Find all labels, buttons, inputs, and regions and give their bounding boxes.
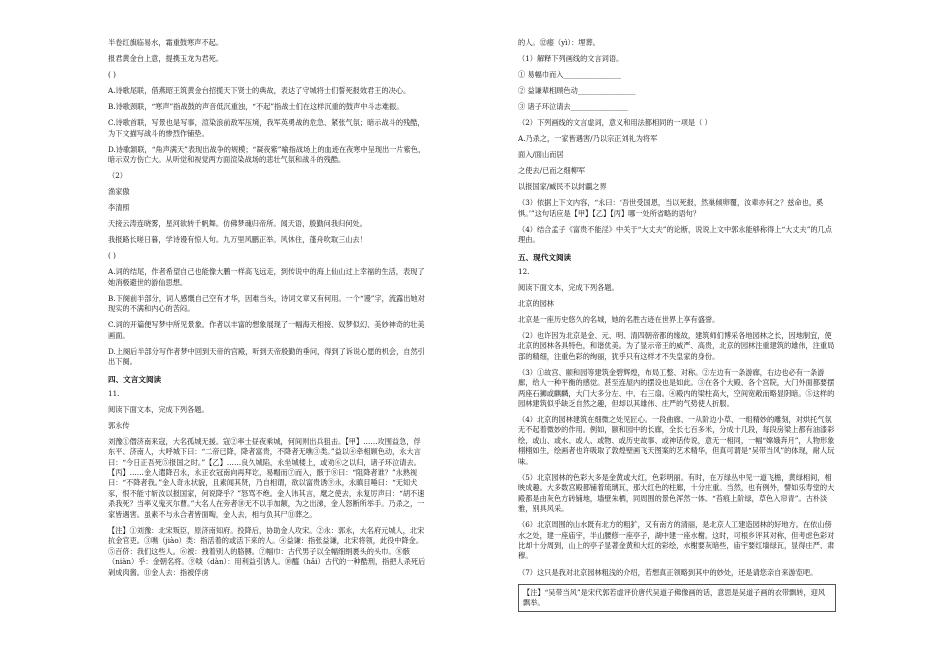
text-paragraph: 阅读下面文本，完成下列各题。	[518, 282, 619, 292]
text-paragraph: C.诗歌首联，写景也是写事，渲染浪前敌军压境，我军英勇战的危急、紧张气氛；暗示战斗的残酷，为下文描写战斗的惨烈作铺垫。	[108, 118, 425, 138]
text-paragraph: （4）北京的园林建筑在细微之处见匠心。一段曲廊、一从阶边小草、一组精妙的雕刻，对烘托气氛无不起着微妙的作用。例如，颐和园中的长廊，全长七百多米，分成十几段，每段房梁上都有油漆彩绘，或山、或水、或人、或物、或历史故事、或神话传说，意无一相同，一幅“嫦娥奔月”，人物形象栩栩如生，绘画者也许吸取了敦煌壁画飞天图案的艺术精华，但真可谓是“吴带当风”的体现，耐人玩味。	[518, 415, 835, 466]
text-paragraph: 面入/面山而居	[518, 150, 564, 160]
text-paragraph: A.乃杀之，一家皆遇害/乃以宗正刘礼为将军	[518, 134, 658, 144]
text-paragraph: 北京的园林	[518, 298, 554, 308]
text-paragraph: 12.	[518, 266, 530, 276]
text-paragraph: 北京是一座历史悠久的名城，她的名胜古迹在世界上享有盛誉。	[518, 314, 720, 324]
text-paragraph: 我报路长嗟日暮，学诗谩有惊人句。九万里风鹏正举。风休住，蓬舟吹取三山去！	[108, 235, 367, 245]
text-paragraph: 天接云涛连晓雾，星河欲转千帆舞。仿佛梦魂归帝所。闻天语，殷勤问我归何处。	[108, 219, 367, 229]
text-paragraph: 之使去/已而之细柳军	[518, 166, 586, 176]
text-paragraph: ( )	[108, 70, 116, 80]
section-heading: 四、文言文阅读	[108, 374, 162, 384]
text-paragraph: C.词的开篇便写梦中所见景象。作者以丰富的想象展现了一幅海天相接、奴梦似幻、美妙神奇的壮美画面。	[108, 320, 425, 340]
text-paragraph: 的人。⑫瘗（yì）：埋葬。	[518, 38, 600, 47]
text-paragraph: （2）下列画线的文言虚词，意义和用法都相同的一项是（ ）	[518, 118, 712, 128]
text-paragraph: B.下阕前半部分，词人感慨自己空有才华，因难当头，诗词文章又有何用。一个“谩”字，流露出她对现实的不满和内心的苦闷。	[108, 293, 425, 314]
text-paragraph: 李清照	[108, 203, 130, 213]
text-paragraph: ( )	[108, 251, 116, 261]
text-paragraph: A.词的结尾，作者希望自己也能像大鹏一样高飞远走，到传说中的海上仙山过上幸福的生活，表现了她消极避世的游仙思想。	[108, 267, 425, 287]
text-paragraph: （2）也许因为北京是金、元、明、清四朝帝都的缘故，建筑师们博采各地园林之长，因地制宜，使北京的园林各具特色，和谐优美。为了显示帝王的威严、高贵，北京的园林注重建筑的雄伟，注重局部的精细，注重色彩的绚丽，犹乎只有这样才不失皇家的身份。	[518, 330, 835, 361]
text-paragraph: （2）	[108, 171, 127, 181]
text-paragraph: 郭永传	[108, 420, 130, 430]
left-column	[108, 38, 426, 584]
text-paragraph: 11.	[108, 388, 120, 398]
section-heading: 五、现代文阅读	[518, 252, 572, 262]
text-paragraph: （6）北京周围的山水既有北方的粗犷，又有南方的清丽，是北京人工建造园林的好地方。在依山傍水之处，建一座庙宇，半山腰修一座亭子，湖中建一座水榭。这时，可根乡评其对称，但考虑色彩对比却十分周到，山上的亭子显著金黄和大红的彩绘，水榭要灰暗些，庙宇要红墙绿瓦，显得庄严、肃穆。	[518, 520, 835, 561]
text-paragraph: A.诗歌尾联，借燕昭王筑黄金台招揽天下贤士的典故，表达了守城将士们誓死报效君王的决心。	[108, 86, 411, 96]
text-paragraph: （5）北京园林的色彩大多是金黄或大红，色彩明丽。有时，在万绿丛中见一道飞檐，黄绿相间，相映成趣。大多数宫殿都铺着琉璃瓦，那大红色的柱廊，十分庄重。当然，也有例外，譬如乐寿堂的大殿都是由灰色方砖铺地，墙壁朱栖，同周围的景色浑然一体。“苔痕上阶绿，草色入帘青”。古朴淡雅，别具风采。	[518, 472, 835, 514]
text-paragraph: ① 易幅巾而入________________	[518, 70, 621, 80]
text-paragraph: （3）依据上下文内容，“永曰：‘吾世受国恩，当以死报，然巢倾卵覆，汝辈亦何之？兹命也，奚惧。’”这句话应是【甲】【乙】【丙】哪一处所省略的语句？	[518, 198, 824, 218]
text-paragraph: （7）这只是我对北京园林粗浅的介绍，若想真正领略到其中的妙处，还是请您亲自来游览吧。	[518, 567, 818, 577]
text-paragraph: （3）①故宫、颐和园等建筑金碧辉煌，布局工整、对称。②左边有一条游廊，右边也必有一条游廊，给人一种平衡的感觉。甚至连屋内的摆设也是如此。③在各个大殿、各个宫院，大门外面都要摆两座石狮或麒麟，大门大多分左、中、右三扇。④殿内的梁柱高大，空间宽敞而略显阴暗。⑤这样的园林建筑似乎缺乏自然之趣，但却以其雄伟、庄严的气势使人折服。	[518, 367, 835, 408]
text-paragraph: 半卷红旗临易水，霜重鼓寒声不起。	[108, 38, 224, 47]
text-paragraph: ② 益谦辈相顾色动________________	[518, 86, 636, 96]
text-paragraph: 阅读下面文本，完成下列各题。	[108, 404, 209, 414]
text-paragraph: （1）解释下列画线的文言词语。	[518, 54, 624, 64]
text-paragraph: 刘豫①僭济南来寇，大名孤城无援。寇②率士昼夜乘城，何间则出兵狙击。【甲】……攻围益急，俘东平、济南人，大呼城下曰：“二帝已降，降者富贵，不降者无噍③类。”益以④牵相顾色动，永大言曰：“今日正吾死⑤报国之时。”【乙】……良久城陷，永坐城楼上，或劝⑥之以归，诸子环泣请去。【丙】……金人遣降召永，永正衣冠南向再拜讫，易帽而⑦而入，骸于⑧曰：“阻降者谁？”永熟视曰：“不降者我。”金人奇永状貌，且素闻其贤，乃自相谓，欲以富贵诱⑨永，永瞋目唾曰：“无知犬豕，恨不能寸斩汝以报国家，何说降乎？”怒骂不绝。金人讳其言，麾之使去，永复厉声曰：“胡不速杀我死？当率义鬼灭尔曹。”大名人在旁者⑩无不以手加额，为之出涕，金人怒断所举手。乃杀之，一家皆遇害。虽素不与永合者皆面啕，金人去，相与负其尸⑪葬之。	[108, 436, 425, 519]
text-paragraph: 【注】①刘豫：北宋叛臣，原济南知府。投降后，协助金人攻宋。②永：郭永，大名府元城人，北宋抗金官吏。③噍（jiào）类：指活着的或活下来的人。④益谦：指张益谦，北宋将领，此役中降金。⑤百侪：我们这些人。⑥被：拽着别人的胳膊。⑦幅巾：古代男子以全幅细绢裹头的头巾。⑧骸（niàn）乎：金朝名将。⑨啖（dàn）：用利益引诱人。⑩醯（hǎi）古代的一种酷刑，指把人杀死后剁成肉酱。⑪金人去：指被俘虏	[108, 525, 426, 577]
text-paragraph: D.诗歌颔联，“角声满天”表现出战争的规模；“凝夜紫”喻指战场上的血迹在夜寒中呈现出一片紫色，暗示双方伤亡大。从听觉和视觉两方面渲染战场的悲壮气氛和战斗的残酷。	[108, 144, 426, 165]
text-paragraph: D.上阕后半部分写作者梦中回到天帝的宫殿，听到天帝殷勤的垂问，得到了诉说心愿的机会，自然引出下阕。	[108, 346, 425, 367]
note-box: 【注】“吴带当风”是宋代郭若虚评价唐代吴道子佛像画的话，意思是吴道子画的衣带飘转，迎风飘举。	[518, 584, 836, 613]
text-paragraph: 以报国家/臧民不以封疆之界	[518, 182, 607, 192]
right-column	[518, 38, 836, 617]
text-paragraph: ③ 诸子环泣请去________________	[518, 102, 629, 112]
text-paragraph: 报君黄金台上意，提携玉龙为君死。	[108, 54, 224, 64]
text-paragraph: 渔家傲	[108, 187, 130, 197]
text-paragraph: （4）结合孟子《富贵不能淫》中关于“大丈夫”的论断，说说上文中郭永能够称得上“大丈夫”的几点理由。	[518, 224, 832, 245]
text-paragraph: B.诗歌颈联，“寒声”指战鼓的声音低沉重浊，“不起”指战士们在这样沉重的鼓声中斗志难振。	[108, 102, 404, 112]
